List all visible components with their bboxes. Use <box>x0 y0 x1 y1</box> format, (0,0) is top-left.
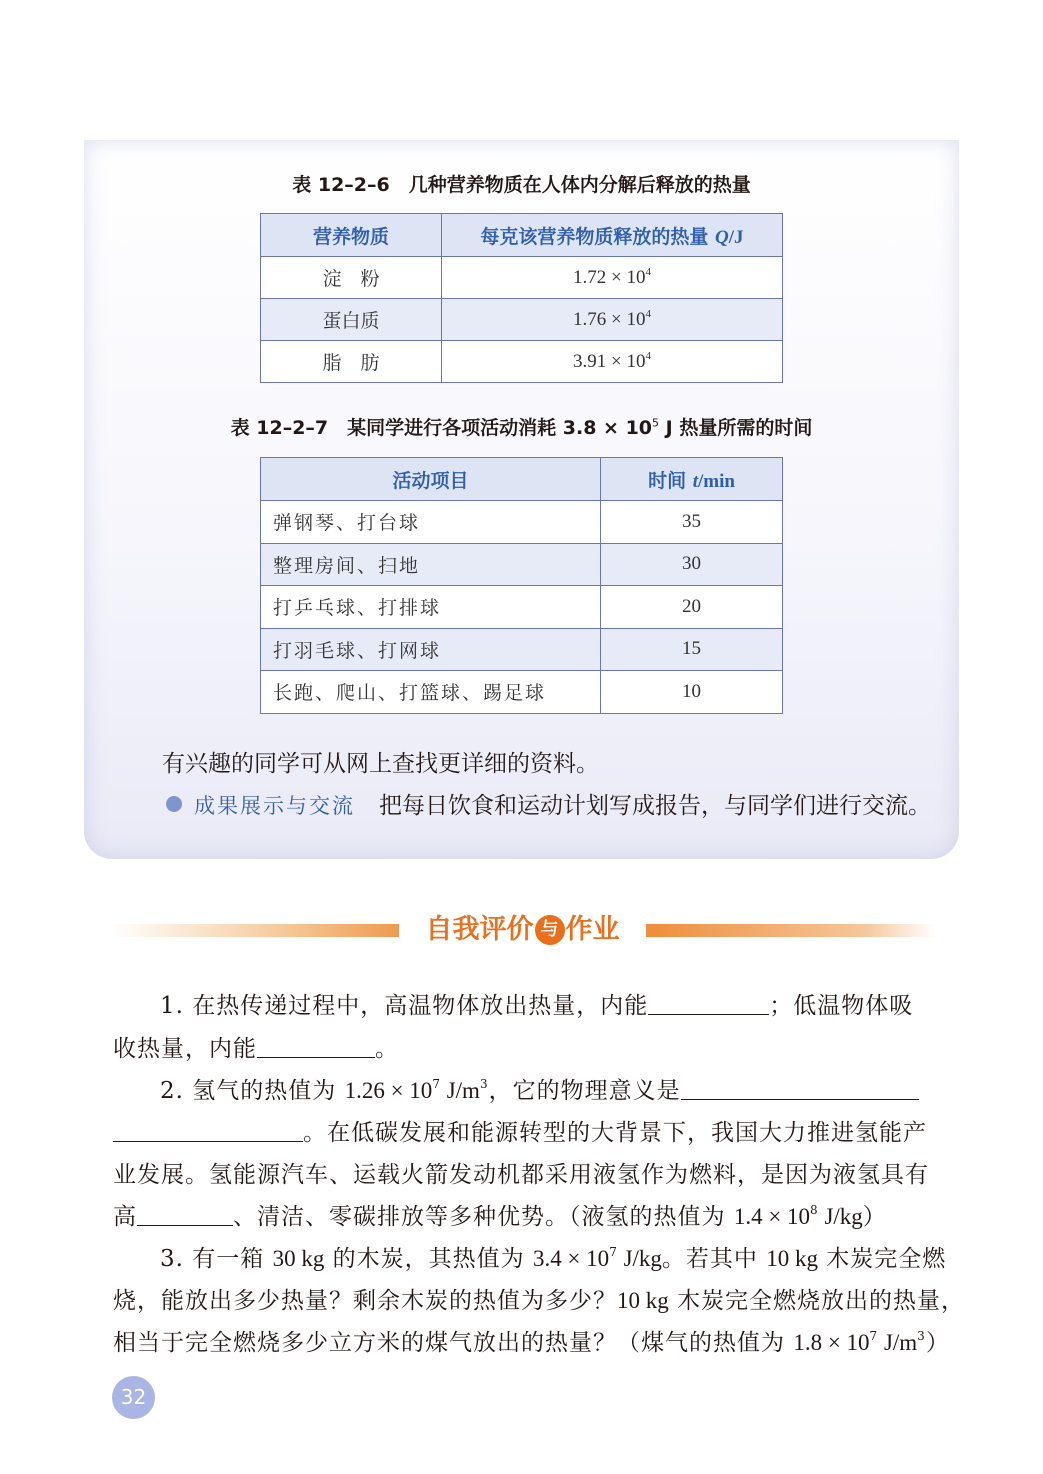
table-row <box>261 299 783 341</box>
table-header-row <box>261 458 783 501</box>
activity-panel <box>84 140 959 859</box>
table2-caption: 表 12–2–7 某同学进行各项活动消耗 $3.8 \times 10^5$ J 热量所需的时间 <box>230 416 813 439</box>
page-number: 32 <box>112 1376 155 1419</box>
activity-time: 10 <box>601 671 783 714</box>
note-text: 有兴趣的同学可从网上查找更详细的资料。 <box>162 751 599 777</box>
q2-line1: 2. 氢气的热值为 $1.26 \times 10^7$ $J/m^3$，它的物理意义是 <box>160 1072 919 1105</box>
activity-name: 弹钢琴、打台球 <box>261 501 601 544</box>
activity-time: 35 <box>601 501 783 544</box>
nutrient-name: 淀 粉 <box>261 257 442 299</box>
table-row <box>261 586 783 629</box>
q3-line2: 烧，能放出多少热量？剩余木炭的热值为多少？10 kg 木炭完全燃烧放出的热量， <box>113 1288 966 1314</box>
result-title: 成果展示与交流 <box>194 794 355 818</box>
heat-value: $1.76 \times 10^4$ <box>442 299 783 341</box>
table-row <box>261 257 783 299</box>
answer-blank[interactable] <box>257 1036 375 1058</box>
section-title: 自我评价 与 作业 <box>425 914 620 945</box>
section-divider-left <box>110 924 399 937</box>
q3-line1: 3. 有一箱 30 kg 的木炭，其热值为 $3.4 \times 10^7$ J/kg。若其中 10 kg 木炭完全燃 <box>160 1245 947 1272</box>
heat-value: $3.91 \times 10^4$ <box>442 341 783 383</box>
activity-time: 15 <box>601 628 783 671</box>
table-row <box>261 501 783 544</box>
table-row <box>261 341 783 383</box>
heat-value: $1.72 \times 10^4$ <box>442 257 783 299</box>
result-line <box>166 787 931 820</box>
nutrient-name: 脂 肪 <box>261 341 442 383</box>
activity-time: 30 <box>601 543 783 586</box>
bullet-icon <box>166 796 182 812</box>
answer-blank[interactable] <box>137 1204 233 1226</box>
table1-caption: 表 12–2–6 几种营养物质在人体内分解后释放的热量 <box>292 174 751 196</box>
table-row <box>261 628 783 671</box>
answer-blank[interactable] <box>681 1078 919 1100</box>
activity-name: 整理房间、扫地 <box>261 543 601 586</box>
activity-name: 打羽毛球、打网球 <box>261 628 601 671</box>
table-row <box>261 543 783 586</box>
nutrient-name: 蛋白质 <box>261 299 442 341</box>
activity-name: 打乒乓球、打排球 <box>261 586 601 629</box>
nutrient-heat-table <box>260 213 783 383</box>
q2-line4: 高 、清洁、零碳排放等多种优势。（液氢的热值为 $1.4 \times 10^8$ J/kg） <box>113 1203 887 1230</box>
q2-line3: 业发展。氢能源汽车、运载火箭发动机都采用液氢作为燃料，是因为液氢具有 <box>113 1162 929 1188</box>
answer-blank[interactable] <box>648 993 769 1015</box>
q1-line2: 收热量，内能 。 <box>113 1036 399 1062</box>
activity-time-table <box>260 457 783 714</box>
table1-header-nutrient: 营养物质 <box>261 214 442 257</box>
table-header-row <box>261 214 783 257</box>
activity-name: 长跑、爬山、打篮球、踢足球 <box>261 671 601 714</box>
q2-line2: 。在低碳发展和能源转型的大背景下，我国大力推进氢能产 <box>113 1114 927 1147</box>
answer-blank[interactable] <box>113 1120 303 1142</box>
table-row <box>261 671 783 714</box>
activity-time: 20 <box>601 586 783 629</box>
table2-header-activity: 活动项目 <box>261 458 601 501</box>
section-divider-right <box>646 924 936 937</box>
table1-header-heat: 每克该营养物质释放的热量 Q/J <box>442 214 783 257</box>
result-text: 把每日饮食和运动计划写成报告，与同学们进行交流。 <box>379 793 931 819</box>
table2-header-time: 时间 t/min <box>601 458 783 501</box>
q1-line1: 1. 在热传递过程中，高温物体放出热量，内能 ；低温物体吸 <box>160 993 914 1019</box>
circle-badge: 与 <box>535 915 565 945</box>
q3-line3: 相当于完全燃烧多少立方米的煤气放出的热量？（煤气的热值为 $1.8 \times 10^7$ $J/m^3$） <box>113 1329 950 1356</box>
